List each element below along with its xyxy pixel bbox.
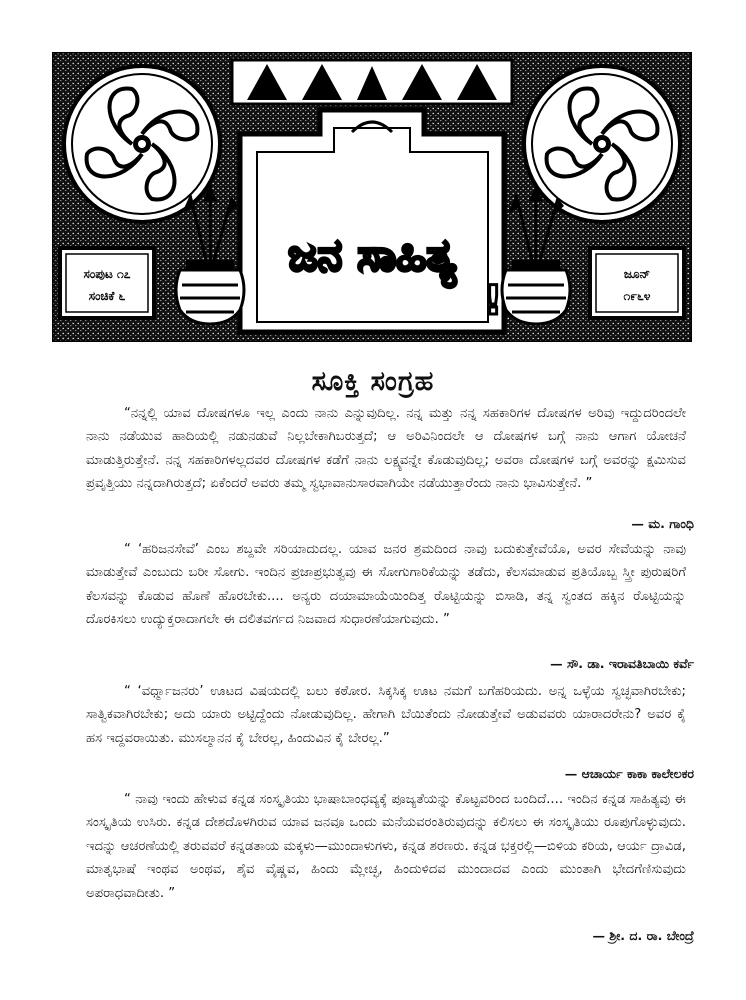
issue-label: ಸಂಚಿಕೆ ೬ <box>88 289 126 303</box>
quote-block <box>86 788 686 905</box>
year-label: ೧೯೬೪ <box>623 289 651 303</box>
quote-author: — ಶ್ರೀ. ದ. ರಾ. ಬೇಂದ್ರೆ <box>592 928 694 943</box>
masthead-banner <box>52 52 692 342</box>
quote-block <box>86 538 686 632</box>
masthead-logo-text: ಜನ ಸಾಹಿತ್ಯ <box>288 230 456 281</box>
quote-block <box>86 402 686 496</box>
article-title: ಸೂಕ್ತಿ ಸಂಗ್ರಹ <box>311 366 435 397</box>
quote-text: “ ‘ವರ್ಧ್ಮಾಜನರು’ ಊಟದ ವಿಷಯದಲ್ಲಿ ಬಲು ಕಠೋರ. ಸಿಕ್ಕಸಿಕ್ಕ ಊಟ ನಮಗೆ ಬಗೆಹರಿಯದು. ಅನ್ನ ಒಳ್ಳೆಯ ಸ್ವಚ್ಛವಾಗಿರಬೇಕು; ಸಾತ್ವಿಕವಾಗಿರಬೇಕು; ಅದು ಯಾರು ಅಟ್ಟಿದ್ದೆಂದು ನೋಡುವುದಿಲ್ಲ. ಹೇಗಾಗಿ ಬೆಯಿತೆಂದು ನೋಡುತ್ತೇವೆ ಅಡುವವರು ಯಾರಾದರೇನು? ಅವರ ಕೈ ಹಸ ಇದ್ದವರಾಯಿತು. ಮುಸಲ್ಮಾನನ ಕೈ ಬೇರಲ್ಲ, ಹಿಂದುವಿನ ಕೈ ಬೇರಲ್ಲ.” <box>86 684 686 746</box>
right-rosette-ornament <box>524 66 680 222</box>
left-rosette-ornament <box>64 66 220 222</box>
quote-text: “ ‘ಹರಿಜನಸೇವೆ’ ಎಂಬ ಶಬ್ದವೇ ಸರಿಯಾದುದಲ್ಲ. ಯಾವ ಜನರ ಶ್ರಮದಿಂದ ನಾವು ಬದುಕುತ್ತೇವೆಯೊ, ಅವರ ಸೇವೆಯನ್ನು ನಾವು ಮಾಡುತ್ತೇವೆ ಎಂಬುದು ಬರೀ ಸೋಗು. ಇಂದಿನ ಪ್ರಜಾಪ್ರಭುತ್ವವು ಈ ಸೋಗುಗಾರಿಕೆಯನ್ನು ತಡೆದು, ಕೆಲಸಮಾಡುವ ಪ್ರತಿಯೊಬ್ಬ ಸ್ತ್ರೀ ಪುರುಷರಿಗೆ ಕೆಲಸವನ್ನು ಕೊಡುವ ಹೊಣೆ ಹೊರಬೇಕು.... ಅನ್ಯರು ದಯಾಮಾಯೆಯಿಂದಿತ್ತ ರೊಟ್ಟಿಯನ್ನು ಬಿಸಾಡಿ, ತನ್ನ ಸ್ವಂತದ ಹಕ್ಕಿನ ರೊಟ್ಟಿಯನ್ನು ದೊರಕಿಸಲು ಉದ್ಯುಕ್ತರಾದಾಗಲೇ ಈ ದಲಿತವರ್ಗದ ನಿಜವಾದ ಸುಧಾರಣೆಯಾಗುವುದು. ” <box>86 542 686 628</box>
quote-author: — ಆಚಾರ್ಯ ಕಾಕಾ ಕಾಲೇಲಕರ <box>564 766 694 781</box>
svg-text:!: ! <box>484 278 503 324</box>
volume-issue-badge <box>60 248 154 318</box>
quote-block <box>86 680 686 750</box>
volume-label: ಸಂಪುಟ ೧೭ <box>83 267 131 281</box>
date-badge <box>590 248 684 318</box>
month-label: ಜೂನ್ <box>623 267 651 281</box>
quote-text: “ನನ್ನಲ್ಲಿ ಯಾವ ದೋಷಗಳೂ ಇಲ್ಲ ಎಂದು ನಾನು ಎನ್ನುವುದಿಲ್ಲ. ನನ್ನ ಮತ್ತು ನನ್ನ ಸಹಕಾರಿಗಳ ದೋಷಗಳ ಅರಿವು ಇದ್ದುದರಿಂದಲೇ ನಾನು ನಡೆಯುವ ಹಾದಿಯಲ್ಲಿ ನಡುನಡುವೆ ನಿಲ್ಲಬೇಕಾಗಿಬರುತ್ತದೆ; ಆ ಅರಿವಿನಿಂದಲೇ ಆ ದೋಷಗಳ ಬಗ್ಗೆ ನಾನು ಆಗಾಗ ಯೋಚನೆ ಮಾಡುತ್ತಿರುತ್ತೇನೆ. ನನ್ನ ಸಹಕಾರಿಗಳಲ್ಲದವರ ದೋಷಗಳ ಕಡೆಗೆ ನಾನು ಲಕ್ಷ್ಯವನ್ನೇ ಕೊಡುವುದಿಲ್ಲ; ಅವರಾ ದೋಷಗಳ ಬಗ್ಗೆ ಅವರನ್ನು ಕ್ಷಮಿಸುವ ಪ್ರವೃತ್ತಿಯು ನನ್ನದಾಗಿರುತ್ತದೆ; ಏಕೆಂದರೆ ಅವರು ತಮ್ಮ ಸ್ವಭಾವಾನುಸಾರವಾಗಿಯೇ ನಡೆಯುತ್ತಾರೆಂದು ನಾನು ಭಾವಿಸುತ್ತೇನೆ. ” <box>86 406 686 492</box>
quote-text: “ ನಾವು ಇಂದು ಹೇಳುವ ಕನ್ನಡ ಸಂಸ್ಕೃತಿಯು ಭಾಷಾಬಾಂಧವ್ಯಕ್ಕೆ ಪೂಜ್ಯತೆಯನ್ನು ಕೊಟ್ಟವರಿಂದ ಬಂದಿದೆ.... ಇಂದಿನ ಕನ್ನಡ ಸಾಹಿತ್ಯವು ಈ ಸಂಸ್ಕೃತಿಯ ಉಸಿರು. ಕನ್ನಡ ದೇಶದೊಳಗಿರುವ ಯಾವ ಜನವೂ ಒಂದು ಮನೆಯವರಂತಿರುವುದನ್ನು ಕಲಿಸಲು ಈ ಸಂಸ್ಕೃತಿಯು ರೂಪುಗೊಳ್ಳುವುದು. ಇದನ್ನು ಆಚರಣೆಯಲ್ಲಿ ತರುವವರೆ ಕನ್ನಡತಾಯ ಮಕ್ಕಳು—ಮುಂದಾಳುಗಳು, ಕನ್ನಡ ಶರಣರು. ಕನ್ನಡ ಭಕ್ತರಲ್ಲಿ—ಬಿಳಿಯ ಕರಿಯ, ಆರ್ಯ ದ್ರಾವಿಡ, ಮಾತೃಭಾಷೆ ಇಂಥವ ಅಂಥವ, ಶೈವ ವೈಷ್ಣವ, ಹಿಂದು ಮ್ಲೇಚ್ಛ, ಹಿಂದುಳಿದವ ಮುಂದಾದವ ಎಂದು ಮುಂತಾಗಿ ಭೇದಗೆಣಿಸುವುದು ಅಪರಾಧವಾದೀತು. ” <box>86 792 686 901</box>
quote-author: — ಮ. ಗಾಂಧಿ <box>631 516 694 531</box>
quote-author: — ಸೌ. ಡಾ. ಇರಾವತಿಬಾಯಿ ಕರ್ವೆ <box>550 656 694 671</box>
